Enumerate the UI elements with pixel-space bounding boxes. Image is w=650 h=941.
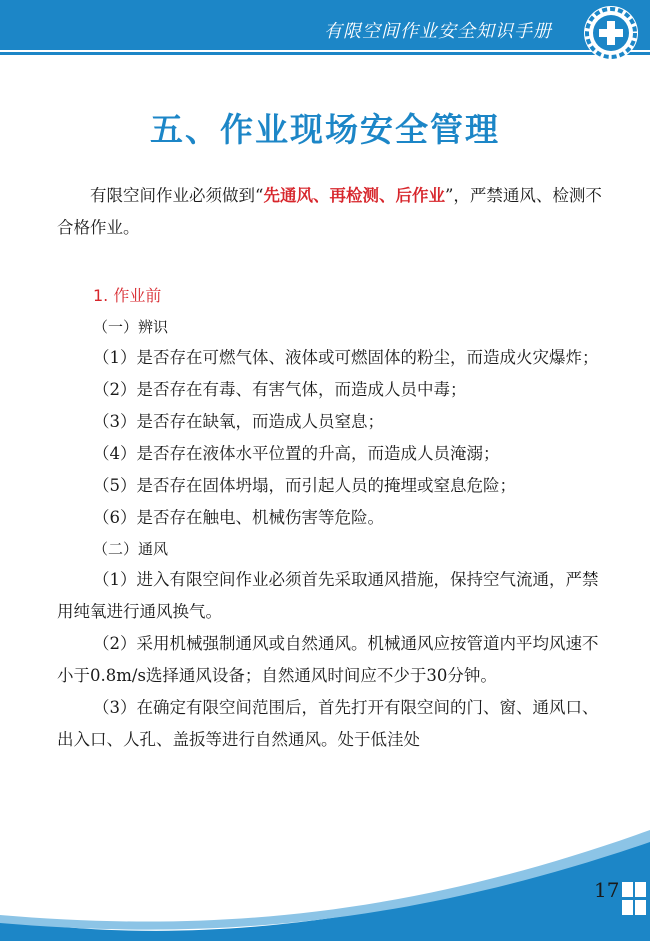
list-item: （2）采用机械强制通风或自然通风。机械通风应按管道内平均风速不小于0.8m/s选择通风设备；自然通风时间应不少于30分钟。 — [57, 634, 599, 685]
list-item: （6）是否存在触电、机械伤害等危险。 — [93, 508, 384, 527]
intro-paragraph — [57, 180, 602, 244]
list-item: （1）是否存在可燃气体、液体或可燃固体的粉尘，而造成火灾爆炸； — [93, 348, 599, 367]
footer-wave — [0, 820, 650, 941]
handbook-title: 有限空间作业安全知识手册 — [324, 21, 552, 42]
page-title: 五、作业现场安全管理 — [150, 110, 500, 149]
safety-cross-gear-icon — [582, 4, 640, 62]
intro-highlight: 先通风、再检测、后作业 — [263, 186, 445, 205]
body-content — [57, 180, 602, 756]
subsection-heading-identify: （一）辨识 — [93, 318, 169, 336]
list-item: （4）是否存在液体水平位置的升高，而造成人员淹溺； — [93, 444, 500, 463]
list-item: （3）在确定有限空间范围后，首先打开有限空间的门、窗、通风口、出入口、人孔、盖扳等进行自然通风。处于低洼处 — [57, 698, 599, 749]
page-number: 17 — [594, 878, 620, 902]
list-item: （5）是否存在固体坍塌，而引起人员的掩埋或窒息危险； — [93, 476, 516, 495]
list-item: （3）是否存在缺氧，而造成人员窒息； — [93, 412, 384, 431]
grid-squares-icon — [622, 882, 646, 916]
subsection-heading-ventilation: （二）通风 — [93, 540, 169, 558]
list-item: （2）是否存在有毒、有害气体，而造成人员中毒； — [93, 380, 467, 399]
list-item: （1）进入有限空间作业必须首先采取通风措施，保持空气流通，严禁用纯氧进行通风换气。 — [57, 570, 599, 621]
section-heading: 1. 作业前 — [93, 286, 162, 305]
intro-text-before: 有限空间作业必须做到“ — [90, 186, 264, 205]
intro-text-after: ”，严禁通风、检测不合格作业。 — [57, 186, 602, 237]
